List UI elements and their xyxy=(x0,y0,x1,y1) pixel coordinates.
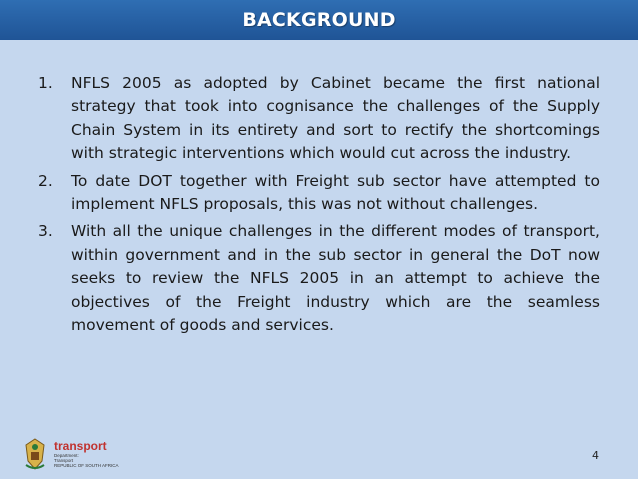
coat-of-arms-icon xyxy=(22,437,48,471)
title-bar xyxy=(0,0,638,40)
page-number: 4 xyxy=(592,449,599,462)
list-item-text: NFLS 2005 as adopted by Cabinet became the first national strategy that took into cognisance the challenges of the Supply Chain System in its entirety and sort to rectify the shortcomings with strategic interventions which would cut across the industry. xyxy=(71,74,600,163)
transport-logo xyxy=(22,434,134,474)
logo-wordmark: transport xyxy=(54,439,107,453)
background-list xyxy=(38,72,600,337)
list-item-number: 1. xyxy=(38,74,53,92)
list-item-text: To date DOT together with Freight sub sector have attempted to implement NFLS proposals, this was not without challenges. xyxy=(71,171,600,214)
list-item-number: 2. xyxy=(38,171,53,190)
list-item xyxy=(38,72,600,166)
list-item xyxy=(38,170,600,217)
logo-department-name: Transport xyxy=(54,458,74,463)
content-area xyxy=(38,72,600,341)
list-item xyxy=(38,220,600,337)
list-item-text: With all the unique challenges in the different modes of transport, within government and in the sub sector in general the DoT now seeks to review the NFLS 2005 in an attempt to achieve the objectives of the Freight industry which are the seamless movement of goods and services. xyxy=(71,222,600,335)
logo-country: REPUBLIC OF SOUTH AFRICA xyxy=(54,463,119,468)
logo-department-label: Department: xyxy=(54,453,79,458)
page-title: BACKGROUND xyxy=(242,9,396,31)
list-item-number: 3. xyxy=(38,222,53,241)
